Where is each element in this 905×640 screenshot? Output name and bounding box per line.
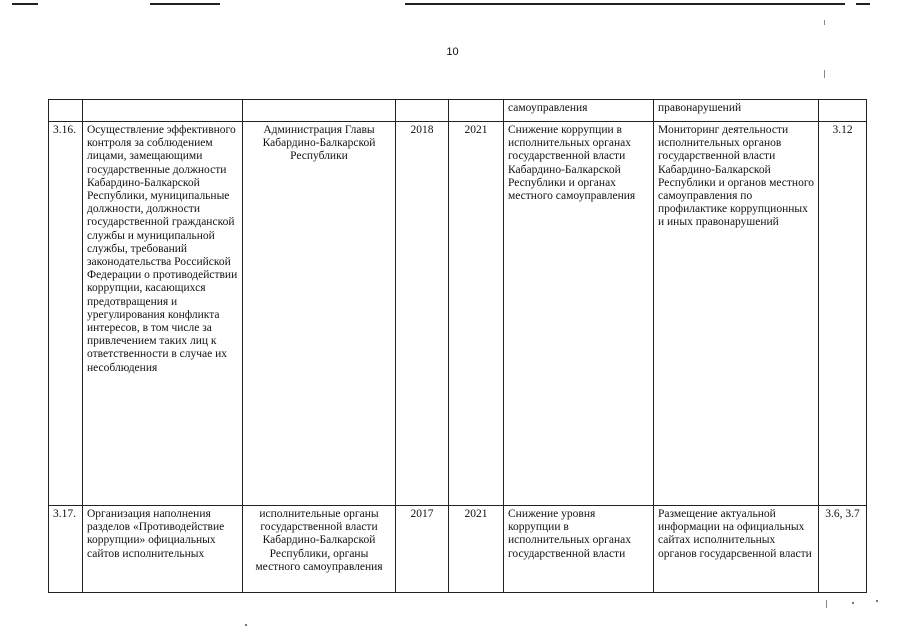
cell-start: 2018 bbox=[396, 122, 449, 506]
cell-indicator: Размещение актуальной информации на официальных сайтах исполнительных органов государсвенной власти bbox=[654, 506, 819, 593]
cell-start: 2017 bbox=[396, 506, 449, 593]
scan-speck bbox=[852, 602, 854, 604]
cell-ref: 3.12 bbox=[819, 122, 867, 506]
cell-result: самоуправления bbox=[504, 100, 654, 122]
scan-speck bbox=[876, 600, 878, 602]
page-number: 10 bbox=[446, 46, 459, 58]
cell-executor: Администрация Главы Кабардино-Балкарской Республики bbox=[243, 122, 396, 506]
cell-executor: исполнительные органы государственной власти Кабардино-Балкарской Республики, органы местного самоуправления bbox=[243, 506, 396, 593]
table-row bbox=[49, 122, 867, 506]
cell-ref: 3.6, 3.7 bbox=[819, 506, 867, 593]
scan-edge-line bbox=[856, 3, 870, 5]
scan-edge-line bbox=[150, 3, 220, 5]
scan-mark bbox=[824, 70, 825, 78]
scan-edge-line bbox=[12, 3, 38, 5]
cell-executor bbox=[243, 100, 396, 122]
cell-num: 3.16. bbox=[49, 122, 83, 506]
cell-end bbox=[449, 100, 504, 122]
scan-edge-line bbox=[405, 3, 845, 5]
cell-indicator: правонарушений bbox=[654, 100, 819, 122]
cell-ref bbox=[819, 100, 867, 122]
cell-num bbox=[49, 100, 83, 122]
cell-start bbox=[396, 100, 449, 122]
scan-mark bbox=[824, 20, 825, 25]
action-plan-table bbox=[48, 99, 867, 593]
scan-speck bbox=[245, 624, 247, 626]
cell-action bbox=[83, 100, 243, 122]
cell-result: Снижение уровня коррупции в исполнительных органах государственной власти bbox=[504, 506, 654, 593]
cell-action: Осуществление эффективного контроля за соблюдением лицами, замещающими государственные должности Кабардино-Балкарской Республики, муниципальные должности, должности государственной гражданской службы и муниципальной службы, требований законодательства Российской Федерации о противодействии коррупции, касающихся предотвращения и урегулирования конфликта интересов, в том числе за привлечением таких лиц к ответственности в случае их несоблюдения bbox=[83, 122, 243, 506]
cell-num: 3.17. bbox=[49, 506, 83, 593]
continuation-row bbox=[49, 100, 867, 122]
cell-end: 2021 bbox=[449, 122, 504, 506]
scan-mark bbox=[826, 600, 827, 608]
cell-end: 2021 bbox=[449, 506, 504, 593]
table-row bbox=[49, 506, 867, 593]
cell-indicator: Мониторинг деятельности исполнительных органов государственной власти Кабардино-Балкарской Республики и органов местного самоуправления по профилактике коррупционных и иных правонарушений bbox=[654, 122, 819, 506]
cell-action: Организация наполнения разделов «Противодействие коррупции» официальных сайтов исполнительных bbox=[83, 506, 243, 593]
cell-result: Снижение коррупции в исполнительных органах государственной власти Кабардино-Балкарской Республики и органах местного самоуправления bbox=[504, 122, 654, 506]
